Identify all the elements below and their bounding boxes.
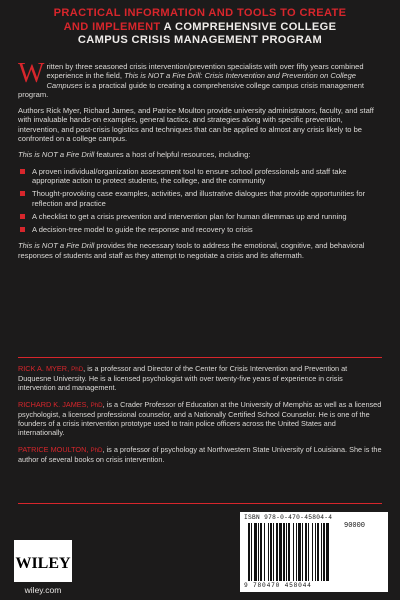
author-name: RICK A. MYER, PhD: [18, 364, 84, 373]
barcode-bar: [279, 523, 282, 581]
feature-list: [18, 167, 382, 235]
barcode-bar: [283, 523, 285, 581]
barcode-bar: [305, 523, 307, 581]
barcode-bar: [321, 523, 322, 581]
feature-item: [18, 167, 382, 186]
headline-line-2-white: A COMPREHENSIVE COLLEGE: [160, 20, 337, 33]
closing-paragraph: [18, 241, 382, 260]
features-intro: [18, 150, 382, 159]
barcode-bar: [326, 523, 329, 581]
feature-item-text: A proven individual/organization assessment tool to ensure school professionals and staff take appropriate action to protect students, the college, and the community: [32, 166, 347, 185]
barcode-bar: [288, 523, 290, 581]
drop-cap: W: [18, 58, 45, 89]
features-intro-text: features a host of helpful resources, including:: [94, 150, 251, 160]
barcode-bar: [308, 523, 309, 581]
author-degree: PhD: [90, 447, 103, 454]
barcode-bar: [302, 523, 303, 581]
authors-paragraph: Authors Rick Myer, Richard James, and Patrice Moulton provide university administrators, faculty, and staff with invaluable hands-on examples, general tactics, and strategies along with specific prevention, intervention, and post-crisis logistics and techniques that can be applied to almost any crisis likely to be confronted on a college campus.: [18, 106, 374, 144]
barcode-bar: [264, 523, 265, 581]
barcode-bar: [258, 523, 259, 581]
closing-title-italic: This is NOT a Fire Drill: [18, 241, 95, 251]
bullet-square-icon: [20, 214, 25, 219]
barcode-bar: [293, 523, 294, 581]
headline-line-3: CAMPUS CRISIS MANAGEMENT PROGRAM: [77, 34, 323, 47]
barcode-bar: [248, 523, 250, 581]
isbn-text: ISBN 978-0-470-45804-4: [244, 514, 333, 521]
divider-bottom: [18, 503, 382, 504]
feature-item: [18, 189, 382, 208]
barcode-label: [240, 512, 388, 592]
divider-top: [18, 357, 382, 358]
author-degree: PhD: [90, 402, 103, 409]
author-degree: PhD: [71, 366, 84, 373]
book-title-italic: This is NOT a Fire Drill: Crisis Intervention and Prevention on College Campuses: [46, 71, 357, 90]
author-bio: [18, 445, 382, 464]
headline-line-2-red: AND IMPLEMENT: [63, 20, 161, 33]
barcode-bar: [270, 523, 272, 581]
barcode-bar: [276, 523, 278, 581]
headline: [14, 7, 386, 48]
author-bio: [18, 400, 382, 437]
barcode-bar: [273, 523, 274, 581]
barcode-bar: [254, 523, 257, 581]
barcode-icon: [248, 523, 340, 581]
intro-text-b: is a practical guide to creating a comprehensive college campus crisis management program.: [18, 80, 364, 99]
feature-item-text: A decision-tree model to guide the response and recovery to crisis: [32, 225, 253, 235]
closing-text: provides the necessary tools to address the emotional, cognitive, and behavioral responses of students and staff as they attempt to negotiate a crisis and its aftermath.: [18, 241, 365, 260]
feature-item-text: Thought-provoking case examples, activities, and illustrative dialogues that provide opportunities for reflection and practice: [32, 189, 366, 208]
author-name-text: RICHARD K. JAMES: [18, 400, 87, 409]
feature-item-text: A checklist to get a crisis prevention and intervention plan for human dilemmas up and running: [32, 211, 347, 221]
wiley-logo: [14, 540, 72, 596]
author-name-text: RICK A. MYER: [18, 364, 68, 373]
barcode-bar: [315, 523, 316, 581]
author-bio-text: , is a professor and Director of the Center for Crisis Intervention and Prevention at Duquesne University. He is a licensed psychologist with over twenty-five years of experience in crisis intervention and management.: [18, 364, 348, 392]
headline-line-1: PRACTICAL INFORMATION AND TOOLS TO CREATE: [53, 7, 347, 19]
barcode-bar: [317, 523, 319, 581]
publisher-url: wiley.com: [24, 585, 62, 595]
feature-item: [18, 212, 382, 221]
description: [18, 58, 382, 267]
headline-line-2: [14, 21, 386, 35]
barcode-bar: [298, 523, 301, 581]
feature-item: [18, 225, 382, 234]
barcode-bar: [312, 523, 313, 581]
barcode-bar: [251, 523, 252, 581]
barcode-bar: [260, 523, 262, 581]
author-name: RICHARD K. JAMES, PhD: [18, 400, 103, 409]
author-name: PATRICE MOULTON, PhD: [18, 445, 103, 454]
intro-text-a: ritten by three seasoned crisis intervention/prevention specialists with over fifty years combined experience in the field,: [46, 62, 364, 81]
barcode-number: 9 780470 458044: [244, 582, 312, 589]
price-code: 90000: [344, 522, 366, 530]
publisher-name: WILEY: [15, 555, 71, 572]
barcode-bar: [286, 523, 287, 581]
author-bio-text: , is a professor of psychology at Northwestern State University of Louisiana. She is the author of several books on crisis intervention.: [18, 445, 382, 464]
barcode-bar: [323, 523, 325, 581]
barcode-bar: [296, 523, 297, 581]
author-name-text: PATRICE MOULTON: [18, 445, 87, 454]
author-bio-text: , is a Crader Professor of Education at the University of Memphis as well as a licensed psychologist, a licensed professional counselor, and a Nationally Certified School Counselor. He is one of the founders of a crisis intervention prototype used to train police officers across the United States and internationally.: [18, 400, 382, 437]
author-bios: [18, 364, 382, 472]
features-title-italic: This is NOT a Fire Drill: [18, 150, 95, 160]
intro-paragraph: [18, 58, 382, 99]
author-bio: [18, 364, 382, 392]
bullet-square-icon: [20, 191, 25, 196]
bullet-square-icon: [20, 169, 25, 174]
barcode-bar: [268, 523, 269, 581]
bullet-square-icon: [20, 227, 25, 232]
